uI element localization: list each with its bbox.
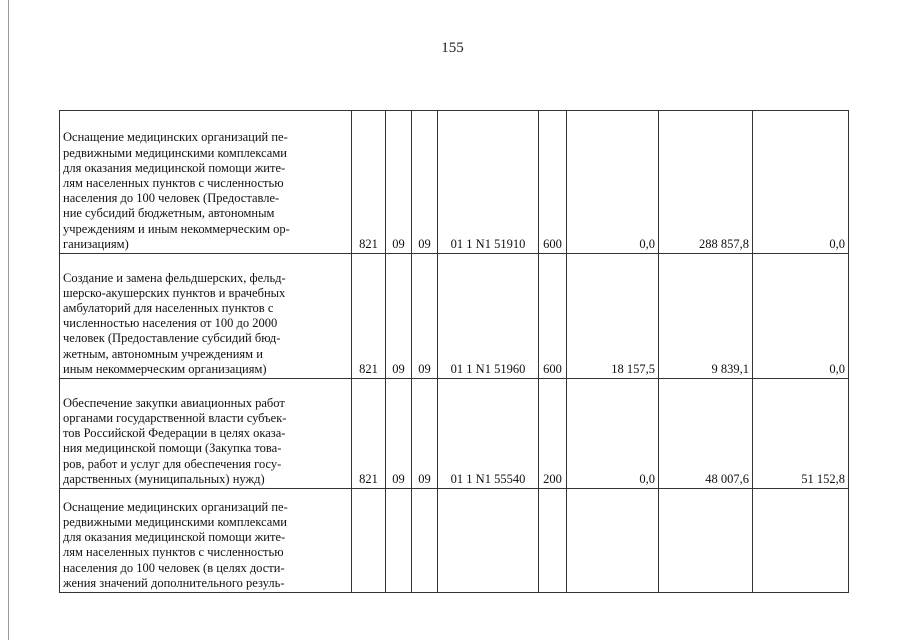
amount-value-2: 9 839,1 xyxy=(659,254,753,379)
target-article-code: 01 1 N1 51910 xyxy=(438,111,539,254)
section-code: 09 xyxy=(386,111,412,254)
page-left-edge-line xyxy=(8,0,9,640)
amount-value-2: 288 857,8 xyxy=(659,111,753,254)
ministry-code: 821 xyxy=(352,379,386,489)
table-row xyxy=(60,379,849,489)
amount-value-3: 0,0 xyxy=(753,111,849,254)
subsection-code xyxy=(412,489,438,593)
table-row xyxy=(60,111,849,254)
target-article-code: 01 1 N1 51960 xyxy=(438,254,539,379)
subsection-code: 09 xyxy=(412,379,438,489)
subsection-code: 09 xyxy=(412,254,438,379)
expense-type-code: 200 xyxy=(539,379,567,489)
subsection-code: 09 xyxy=(412,111,438,254)
table-row xyxy=(60,254,849,379)
amount-value-3 xyxy=(753,489,849,593)
section-code: 09 xyxy=(386,254,412,379)
row-description: Оснащение медицинских организаций пе- редвижными медицинскими комплексами для оказания медицинской помощи жите- лям населенных пунктов с численностью населения до 100 человек (Предоставле- ние субсидий бюджетным, автономным учреждениям и иным некоммерческим ор- ганизациям) xyxy=(60,111,352,254)
amount-value-3: 0,0 xyxy=(753,254,849,379)
row-description: Создание и замена фельдшерских, фельд- шерско-акушерских пунктов и врачебных амбулаторий для населенных пунктов с численностью населения от 100 до 2000 человек (Предоставление субсидий бюд- жетным, автономным учреждениям и иным некоммерческим организациям) xyxy=(60,254,352,379)
expense-type-code: 600 xyxy=(539,111,567,254)
target-article-code: 01 1 N1 55540 xyxy=(438,379,539,489)
section-code: 09 xyxy=(386,379,412,489)
amount-value-3: 51 152,8 xyxy=(753,379,849,489)
expense-type-code xyxy=(539,489,567,593)
amount-value-1: 18 157,5 xyxy=(567,254,659,379)
amount-value-1: 0,0 xyxy=(567,379,659,489)
section-code xyxy=(386,489,412,593)
amount-value-2: 48 007,6 xyxy=(659,379,753,489)
table-row xyxy=(60,489,849,593)
row-description: Обеспечение закупки авиационных работ органами государственной власти субъек- тов Российской Федерации в целях оказа- ния медицинской помощи (Закупка това- ров, работ и услуг для обеспечения госу- дарственных (муниципальных) нужд) xyxy=(60,379,352,489)
page-number: 155 xyxy=(441,40,464,56)
ministry-code xyxy=(352,489,386,593)
expense-type-code: 600 xyxy=(539,254,567,379)
amount-value-1 xyxy=(567,489,659,593)
budget-table xyxy=(59,110,849,593)
target-article-code xyxy=(438,489,539,593)
ministry-code: 821 xyxy=(352,254,386,379)
ministry-code: 821 xyxy=(352,111,386,254)
row-description: Оснащение медицинских организаций пе- редвижными медицинскими комплексами для оказания медицинской помощи жите- лям населенных пунктов с численностью населения до 100 человек (в целях дости- жения значений дополнительного резуль- xyxy=(60,489,352,593)
amount-value-1: 0,0 xyxy=(567,111,659,254)
amount-value-2 xyxy=(659,489,753,593)
